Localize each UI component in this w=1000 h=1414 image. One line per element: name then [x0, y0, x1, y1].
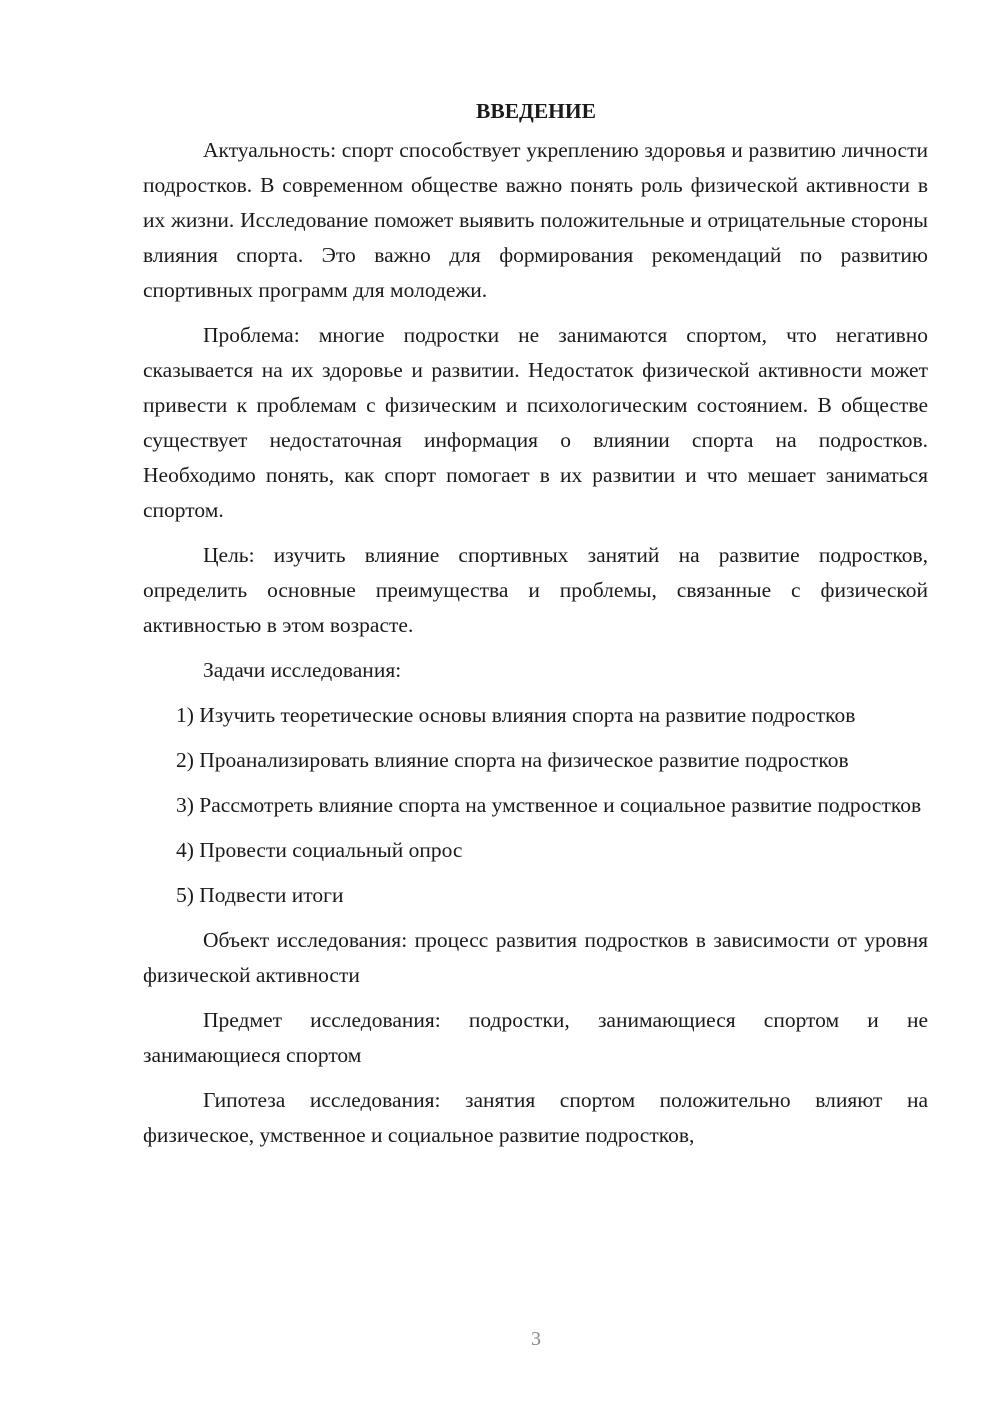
paragraph-hypothesis: Гипотеза исследования: занятия спортом положительно влияют на физическое, умственное и социальное развитие подростков,: [143, 1088, 928, 1147]
paragraph-problem: Проблема: многие подростки не занимаются спортом, что негативно сказывается на их здоровье и развитии. Недостаток физической активности может привести к проблемам с физическим и психологическим состоянием. В обществе существует недостаточная информация о влиянии спорта на подростков. Необходимо понять, как спорт помогает в их развитии и что мешает заниматься спортом.: [143, 323, 928, 522]
list-item-task-2: 2) Проанализировать влияние спорта на физическое развитие подростков: [176, 748, 849, 772]
section-heading: ВВЕДЕНИЕ: [476, 99, 596, 123]
document-body: [143, 94, 928, 1153]
paragraph-subject: Предмет исследования: подростки, занимающиеся спортом и не занимающиеся спортом: [143, 1008, 928, 1067]
paragraph-object: Объект исследования: процесс развития подростков в зависимости от уровня физической активности: [143, 928, 928, 987]
list-item-task-1: 1) Изучить теоретические основы влияния спорта на развитие подростков: [176, 703, 856, 727]
list-item-task-4: 4) Провести социальный опрос: [176, 838, 463, 862]
paragraph-goal: Цель: изучить влияние спортивных занятий на развитие подростков, определить основные преимущества и проблемы, связанные с физической активностью в этом возрасте.: [143, 543, 928, 637]
list-item-task-3: 3) Рассмотреть влияние спорта на умственное и социальное развитие подростков: [176, 793, 922, 817]
paragraph-relevance: Актуальность: спорт способствует укреплению здоровья и развитию личности подростков. В современном обществе важно понять роль физической активности в их жизни. Исследование поможет выявить положительные и отрицательные стороны влияния спорта. Это важно для формирования рекомендаций по развитию спортивных программ для молодежи.: [143, 138, 928, 302]
list-item-task-5: 5) Подвести итоги: [176, 883, 344, 907]
page-number: 3: [531, 1328, 541, 1350]
paragraph-tasks-title: Задачи исследования:: [203, 658, 402, 682]
